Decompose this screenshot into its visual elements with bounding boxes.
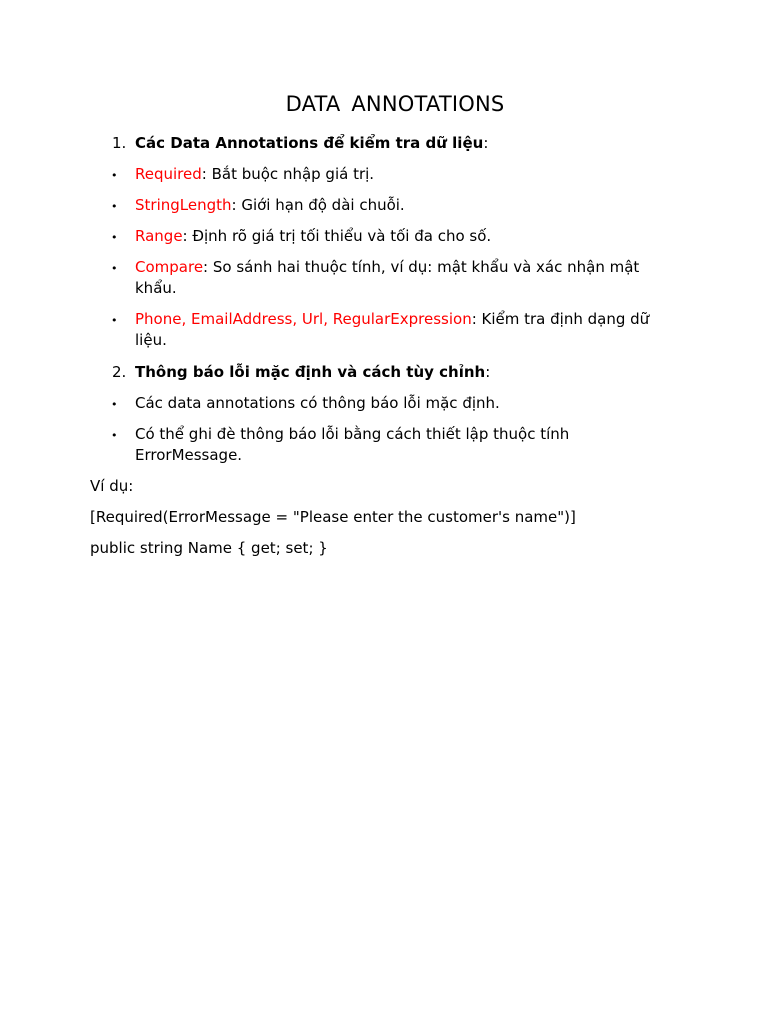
code-line-property: public string Name { get; set; } <box>90 539 328 557</box>
section-2-heading <box>135 362 660 383</box>
code-line-attribute: [Required(ErrorMessage = "Please enter the customer's name")] <box>90 508 576 526</box>
annotation-desc: : Bắt buộc nhập giá trị. <box>201 165 375 183</box>
section-2-number: 2. <box>112 363 127 381</box>
bullet-icon: • <box>111 398 118 411</box>
section-1-number: 1. <box>112 134 127 152</box>
annotation-term: Range <box>135 227 183 245</box>
list-item-format-validators <box>135 309 660 351</box>
section-2-heading-text: Thông báo lỗi mặc định và cách tùy chỉnh <box>135 363 486 381</box>
list-item-compare <box>135 257 660 299</box>
section-1-heading <box>135 133 660 154</box>
annotation-term: Compare <box>135 258 204 276</box>
bullet-icon: • <box>111 429 118 442</box>
list-item-override-messages: Có thể ghi đè thông báo lỗi bằng cách thiết lập thuộc tính ErrorMessage. <box>135 425 570 464</box>
annotation-desc: : Định rõ giá trị tối thiểu và tối đa cho số. <box>182 227 492 245</box>
annotation-term: Phone, EmailAddress, Url, RegularExpression <box>135 310 472 328</box>
bullet-icon: • <box>111 169 118 182</box>
list-item-range <box>135 226 660 247</box>
bullet-icon: • <box>111 262 118 275</box>
bullet-icon: • <box>111 314 118 327</box>
example-label: Ví dụ: <box>90 477 134 495</box>
bullet-icon: • <box>111 200 118 213</box>
bullet-icon: • <box>111 231 118 244</box>
list-item-default-messages: Các data annotations có thông báo lỗi mặc định. <box>135 394 500 412</box>
annotation-term: Required <box>135 165 202 183</box>
annotation-term: StringLength <box>135 196 232 214</box>
list-item-required <box>135 164 660 185</box>
section-2-heading-suffix: : <box>485 363 491 381</box>
document-title: DATA ANNOTATIONS <box>285 92 505 116</box>
section-1-heading-suffix: : <box>483 134 489 152</box>
annotation-desc: : Kiểm tra định dạng dữ liệu. <box>135 310 650 349</box>
section-1-heading-text: Các Data Annotations để kiểm tra dữ liệu <box>135 134 484 152</box>
annotation-desc: : So sánh hai thuộc tính, ví dụ: mật khẩu và xác nhận mật khẩu. <box>135 258 640 297</box>
annotation-desc: : Giới hạn độ dài chuỗi. <box>231 196 405 214</box>
list-item-stringlength <box>135 195 660 216</box>
